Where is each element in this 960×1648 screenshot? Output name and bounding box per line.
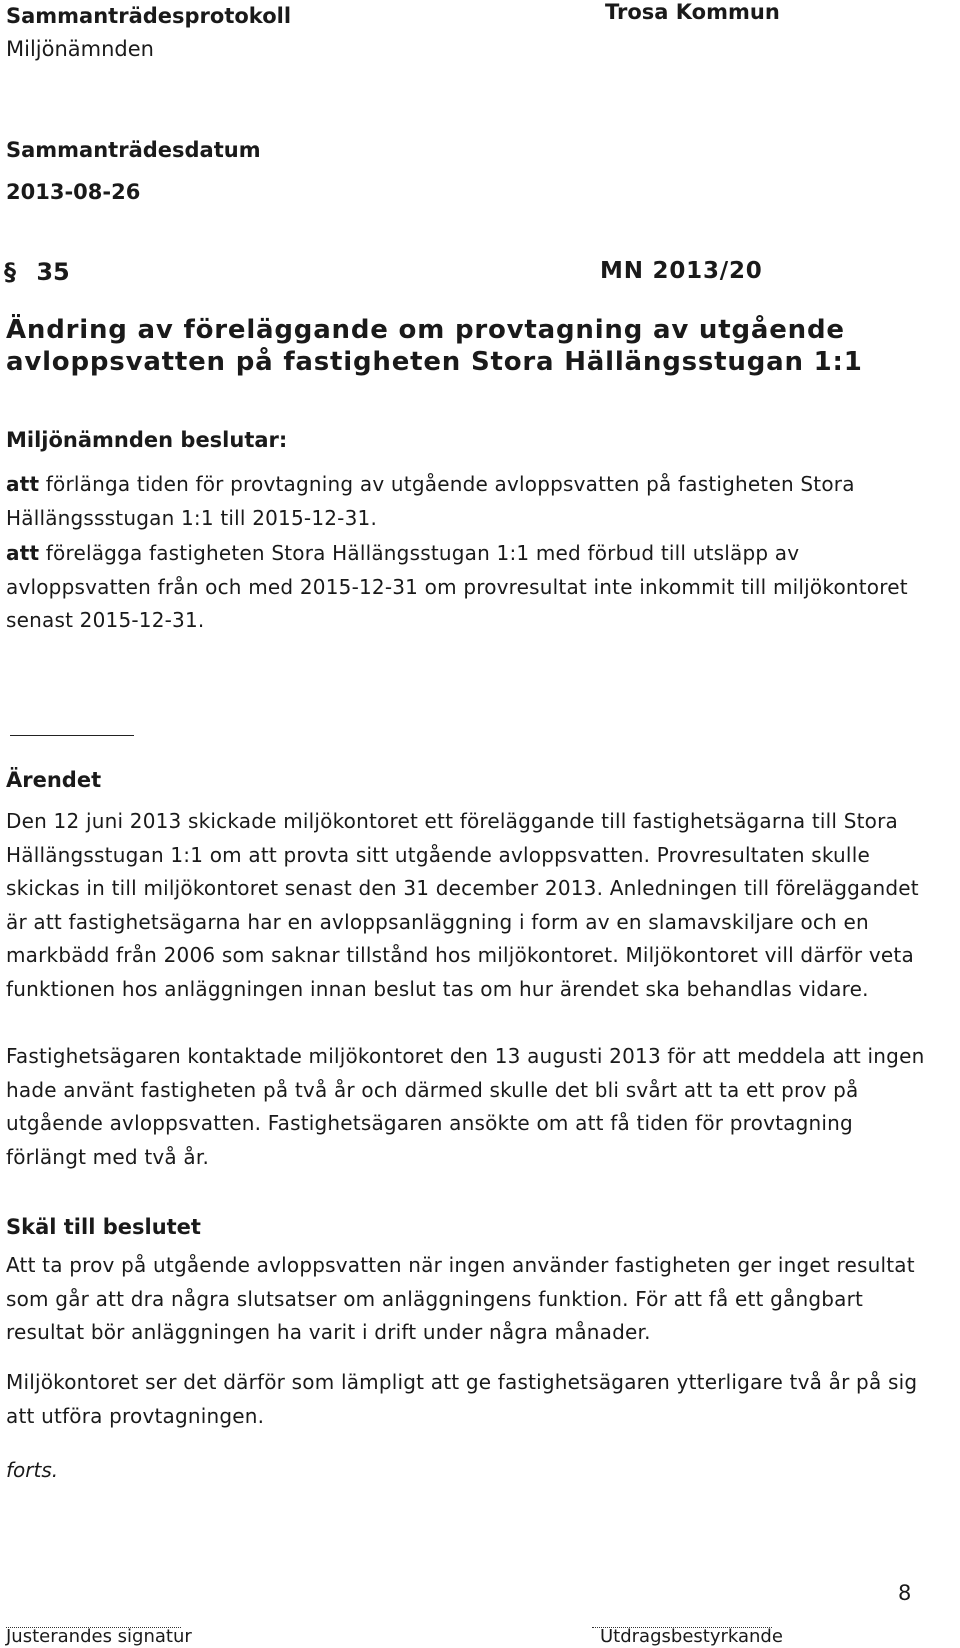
meeting-date-label: Sammanträdesdatum: [6, 138, 261, 162]
meeting-date: 2013-08-26: [6, 180, 141, 204]
matter-paragraph: Fastighetsägaren kontaktade miljökontoret den 13 augusti 2013 för att meddela att ingen hade använt fastigheten på två år och därmed skulle det bli svårt att ta ett prov på utgående avloppsvatten. Fastighetsägaren ansökte om att få tiden för provtagning förlängt med två år.: [6, 1044, 925, 1169]
matter-paragraph: Den 12 juni 2013 skickade miljökontoret ett föreläggande till fastighetsägarna till Stora Hällängsstugan 1:1 om att provta sitt utgående avloppsvatten. Provresultaten skulle skickas in till miljökontoret senast den 31 december 2013. Anledningen till föreläggandet är att fastighetsägarna har en avloppsanläggning i form av en slamavskiljare och en markbädd från 2006 som saknar tillstånd hos miljökontoret. Miljökontoret vill därför veta funktionen hos anläggningen innan beslut tas om hur ärendet ska behandlas vidare.: [6, 809, 919, 1001]
decision-item: [6, 468, 936, 535]
reasons-heading: Skäl till beslutet: [6, 1215, 201, 1239]
separator-line: [10, 735, 134, 736]
document-type: Sammanträdesprotokoll: [6, 4, 292, 28]
committee-name: Miljönämnden: [6, 37, 154, 61]
decision-heading: Miljönämnden beslutar:: [6, 428, 288, 452]
continued-note: forts.: [6, 1458, 59, 1482]
decision-text: förlänga tiden för provtagning av utgående avloppsvatten på fastigheten Stora Hällängssstugan 1:1 till 2015-12-31.: [6, 472, 855, 530]
reasons-paragraph: Att ta prov på utgående avloppsvatten när ingen använder fastigheten ger inget resultat som går att dra några slutsatser om anläggningens funktion. För att få ett gångbart resultat bör anläggningen ha varit i drift under några månader.: [6, 1253, 915, 1344]
paragraph-sign-icon: §: [4, 258, 16, 286]
decision-lead: att: [6, 472, 40, 496]
matter-heading: Ärendet: [6, 768, 102, 792]
reasons-paragraph: Miljökontoret ser det därför som lämpligt att ge fastighetsägaren ytterligare två år på sig att utföra provtagningen.: [6, 1370, 918, 1428]
decision-lead: att: [6, 541, 40, 565]
section-title-line-2: avloppsvatten på fastigheten Stora Hällängsstugan 1:1: [6, 347, 863, 377]
decision-item: [6, 537, 936, 638]
organization-name: Trosa Kommun: [605, 0, 780, 24]
signature-label: Justerandes signatur: [6, 1626, 192, 1647]
section-title-line-1: Ändring av föreläggande om provtagning av utgående: [6, 315, 845, 345]
page-number: 8: [898, 1581, 912, 1605]
certification-label: Utdragsbestyrkande: [600, 1626, 783, 1647]
decision-text: förelägga fastigheten Stora Hällängsstugan 1:1 med förbud till utsläpp av avloppsvatten från och med 2015-12-31 om provresultat inte inkommit till miljökontoret senast 2015-12-31.: [6, 541, 908, 632]
case-number: MN 2013/20: [600, 258, 763, 284]
section-number: § 35: [4, 258, 70, 286]
